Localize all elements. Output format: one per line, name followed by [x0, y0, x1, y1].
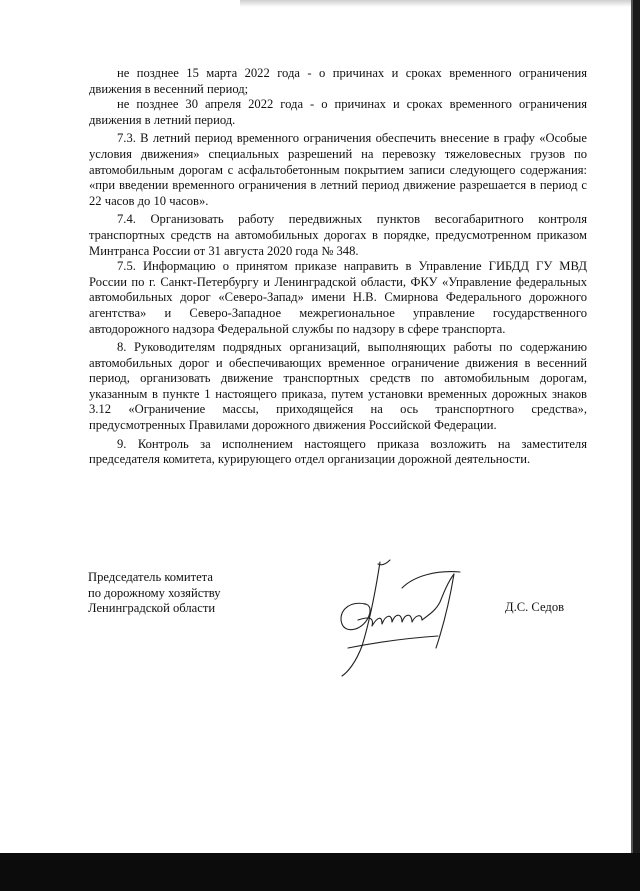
handwritten-signature [318, 558, 478, 678]
paragraph-march-deadline: не позднее 15 марта 2022 года - о причинах и сроках временного ограничения движения в весенний период; [89, 66, 587, 96]
scan-top-shadow [240, 0, 632, 7]
signatory-name: Д.С. Седов [505, 600, 565, 614]
scan-bottom-bar [0, 853, 640, 891]
paragraph-april-deadline: не позднее 30 апреля 2022 года - о причинах и сроках временного ограничения движения в летний период. [89, 97, 587, 127]
paragraph-7-4: 7.4. Организовать работу передвижных пунктов весогабаритного контроля транспортных средств на автомобильных дорогах в порядке, предусмотренном приказом Минтранса России от 31 августа 2020 года № 348. [89, 212, 587, 258]
position-line-3: Ленинградской области [88, 601, 216, 616]
document-body [89, 66, 587, 468]
scan-right-edge [633, 0, 640, 891]
position-line-2: по дорожному хозяйству [88, 585, 221, 600]
paragraph-7-5: 7.5. Информацию о принятом приказе направить в Управление ГИБДД ГУ МВД России по г. Санкт-Петербургу и Ленинградской области, ФКУ «Управление федеральных автомобильных дорог «Северо-Запад» имени Н.В. Смирнова Федерального дорожного агентства» и Северо-Западное межрегиональное управление государственного автодорожного надзора Федеральной службы по надзору в сфере транспорта. [89, 259, 587, 336]
signatory-position [88, 570, 221, 617]
paragraph-8: 8. Руководителям подрядных организаций, выполняющих работы по содержанию автомобильных дорог и обеспечивающих временное ограничение движения в весенний период, организовать движение транспортных средств по автомобильным дорогам, указанным в пункте 1 настоящего приказа, путем установки временных дорожных знаков 3.12 «Ограничение массы, приходящейся на ось транспортного средства», предусмотренных Правилами дорожного движения Российской Федерации. [89, 340, 587, 433]
paragraph-9: 9. Контроль за исполнением настоящего приказа возложить на заместителя председателя комитета, курирующего отдел организации дорожной деятельности. [89, 436, 587, 467]
position-line-1: Председатель комитета [88, 570, 213, 584]
paragraph-7-3: 7.3. В летний период временного ограничения обеспечить внесение в графу «Особые условия движения» специальных разрешений на перевозку тяжеловесных грузов по автомобильным дорогам с асфальтобетонным покрытием записи следующего содержания: «при введении временного ограничения в летний период движение разрешается в период с 22 часов до 10 часов». [89, 131, 587, 208]
